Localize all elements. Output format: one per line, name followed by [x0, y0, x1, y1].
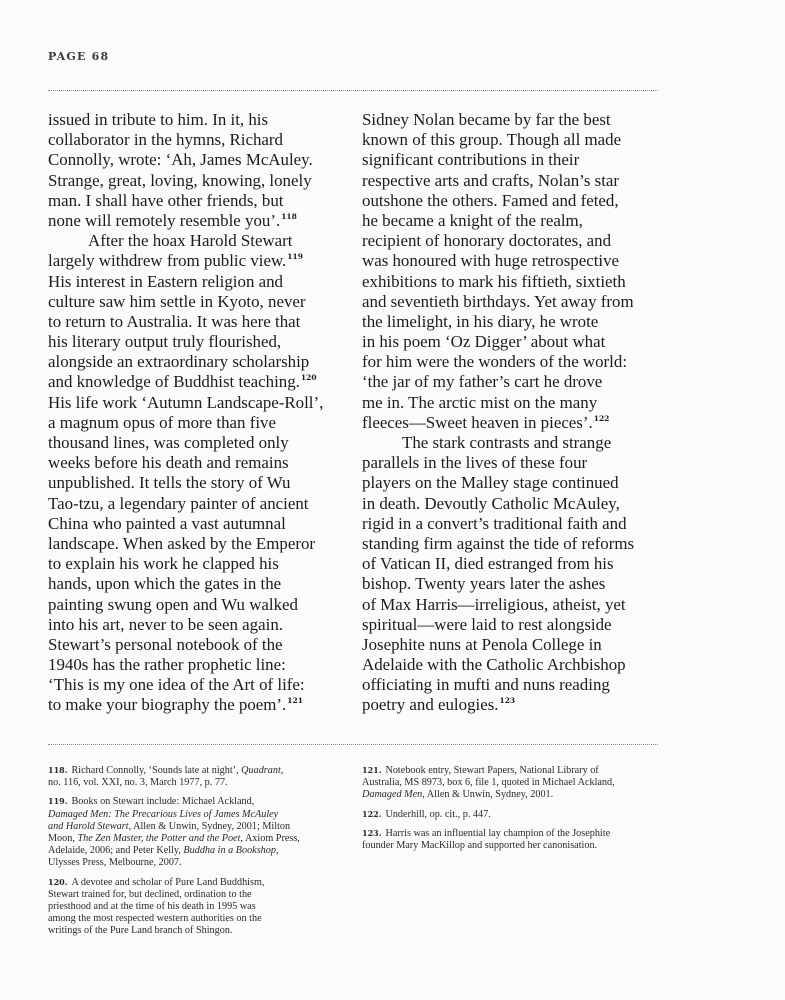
body-text-line [362, 473, 662, 493]
footnote-number: 119. [48, 796, 68, 807]
body-text-line [48, 332, 348, 352]
footnote-text: Notebook entry, Stewart Papers, National Library of [385, 765, 599, 776]
body-text-line [362, 494, 662, 514]
body-text-line [362, 211, 662, 231]
line-text: he became a knight of the realm, [362, 210, 583, 230]
line-text: collaborator in the hymns, Richard [48, 130, 284, 150]
line-text: hands, upon which the gates in the [48, 574, 282, 594]
footnote-line [48, 913, 338, 925]
body-text-line [362, 231, 662, 251]
line-text: Connolly, wrote: ‘Ah, James McAuley. [48, 150, 313, 170]
footnote-text: A devotee and scholar of Pure Land Buddhism, [71, 876, 265, 888]
body-text-line [48, 615, 348, 635]
body-text-line [362, 372, 662, 392]
footnote-text: among the most respected western authorities on the [48, 913, 262, 925]
line-text: to return to Australia. It was here that [48, 311, 301, 331]
footnote-number: 120. [48, 876, 68, 887]
page-number-label: PAGE 68 [48, 50, 110, 63]
body-text-line [48, 393, 348, 413]
footnote-text: Moon, [48, 833, 78, 845]
footnote-text: Books on Stewart include: Michael Ackland, [71, 796, 255, 808]
line-text: His interest in Eastern religion and [48, 271, 284, 291]
footnote-text: Harris was an influential lay champion of the Josephite [385, 827, 611, 839]
body-text-line [362, 514, 662, 534]
line-text: of Max Harris—irreligious, atheist, yet [362, 594, 626, 614]
footnote-text: Underhill, op. cit., p. 447. [385, 808, 491, 820]
body-text-line [362, 332, 662, 352]
line-text: significant contributions in their [362, 150, 580, 170]
body-text-line [362, 655, 662, 675]
body-text-line [48, 595, 348, 615]
footnote-text: Australia, MS 8973, box 6, file 1, quoted in Michael Ackland, [362, 777, 615, 789]
body-text-line [362, 251, 662, 271]
body-text-line [48, 110, 348, 130]
line-text: issued in tribute to him. In it, his [48, 110, 269, 129]
body-text-line [362, 433, 662, 453]
line-text: Adelaide with the Catholic Archbishop [362, 655, 626, 675]
body-text-line [48, 494, 348, 514]
footnotes-column-right [362, 764, 662, 858]
line-text: alongside an extraordinary scholarship [48, 352, 310, 372]
footnote-line [48, 821, 338, 833]
line-text: thousand lines, was completed only [48, 433, 289, 452]
line-text: standing firm against the tide of reforms [362, 533, 635, 553]
footnote-text: , [280, 765, 284, 776]
footnote-line [48, 889, 338, 901]
body-text-line [48, 251, 348, 271]
footnote-line [48, 809, 338, 821]
body-text-line [362, 272, 662, 292]
body-text-line [362, 554, 662, 574]
line-text: in his poem ‘Oz Digger’ about what [362, 332, 606, 352]
footnote-text: , [275, 845, 279, 857]
line-text: into his art, never to be seen again. [48, 614, 283, 634]
footnote [48, 795, 338, 869]
line-text: ‘the jar of my father’s cart he drove [362, 372, 603, 392]
body-text-line [362, 171, 662, 191]
body-text-line [48, 635, 348, 655]
line-text: players on the Malley stage continued [362, 473, 619, 493]
body-text-line [48, 655, 348, 675]
line-text: respective arts and crafts, Nolan’s star [362, 170, 620, 190]
footnote-marker: 121 [287, 696, 303, 706]
line-text: of Vatican II, died estranged from his [362, 554, 614, 574]
footnote-line [48, 876, 338, 889]
footnote-title: The Zen Master, the Potter and the Poet [77, 833, 241, 845]
line-text: Stewart’s personal notebook of the [48, 634, 283, 654]
body-text-line [48, 272, 348, 292]
line-text: The stark contrasts and strange [402, 433, 612, 452]
line-text: for him were the wonders of the world: [362, 352, 628, 372]
body-text-line [48, 675, 348, 695]
footnote-marker: 120 [300, 373, 317, 383]
footnote-number: 121. [362, 765, 382, 775]
footnote-marker: 123 [499, 696, 516, 706]
footnote-line [48, 795, 338, 808]
line-text: known of this group. Though all made [362, 130, 622, 150]
header-divider [48, 90, 658, 91]
body-text-line [362, 130, 662, 150]
footnote-marker: 118 [281, 211, 297, 221]
footnote-number: 122. [362, 808, 382, 819]
line-text: and knowledge of Buddhist teaching. [48, 372, 300, 392]
body-text-line [48, 292, 348, 312]
line-text: painting swung open and Wu walked [48, 594, 298, 614]
footnote-line [362, 777, 662, 789]
line-text: largely withdrew from public view. [48, 251, 287, 271]
body-text-line [362, 150, 662, 170]
line-text: was honoured with huge retrospective [362, 251, 620, 271]
line-text: Tao-tzu, a legendary painter of ancient [48, 493, 309, 513]
body-text-line [48, 413, 348, 433]
footnote-title: Damaged Men: The Precarious Lives of James McAuley [48, 808, 279, 820]
footnote-text: Richard Connolly, ‘Sounds late at night’, [71, 765, 242, 776]
footnote-line [48, 833, 338, 845]
body-text-line [362, 534, 662, 554]
body-text-line [48, 150, 348, 170]
body-text-line [48, 473, 348, 493]
body-text-line [362, 393, 662, 413]
line-text: Josephite nuns at Penola College in [362, 634, 602, 654]
line-text: culture saw him settle in Kyoto, never [48, 291, 306, 311]
body-text-line [48, 191, 348, 211]
footnote [362, 764, 662, 802]
line-text: ‘This is my one idea of the Art of life: [48, 675, 305, 695]
body-text-line [48, 231, 348, 251]
body-text-line [48, 695, 348, 715]
footnote-divider [48, 744, 658, 745]
body-text-line [362, 574, 662, 594]
line-text: bishop. Twenty years later the ashes [362, 574, 606, 594]
line-text: fleeces—Sweet heaven in pieces’. [362, 412, 593, 432]
footnote-line [48, 857, 338, 869]
line-text: to make your biography the poem’. [48, 695, 287, 715]
footnote [48, 764, 338, 789]
body-text-line [48, 312, 348, 332]
body-text-line [48, 130, 348, 150]
line-text: parallels in the lives of these four [362, 453, 588, 473]
line-text: recipient of honorary doctorates, and [362, 231, 612, 251]
footnote-title: Buddha in a Bookshop [183, 845, 276, 857]
footnote-line [48, 845, 338, 857]
line-text: man. I shall have other friends, but [48, 190, 284, 210]
line-text: unpublished. It tells the story of Wu [48, 473, 291, 493]
line-text: spiritual—were laid to rest alongside [362, 614, 612, 634]
footnote-line [362, 827, 662, 840]
line-text: exhibitions to mark his fiftieth, sixtieth [362, 271, 626, 291]
body-text-line [48, 574, 348, 594]
body-text-line [362, 453, 662, 473]
body-text-line [48, 453, 348, 473]
line-text: landscape. When asked by the Emperor [48, 533, 316, 553]
line-text: and seventieth birthdays. Yet away from [362, 291, 634, 311]
line-text: Sidney Nolan became by far the best [362, 110, 611, 129]
line-text: in death. Devoutly Catholic McAuley, [362, 493, 620, 513]
body-text-line [362, 695, 662, 715]
line-text: outshone the others. Famed and feted, [362, 190, 619, 210]
line-text: rigid in a convert’s traditional faith and [362, 513, 627, 533]
footnote-line [48, 764, 338, 777]
line-text: After the hoax Harold Stewart [88, 231, 293, 251]
body-text-line [362, 352, 662, 372]
body-text-line [362, 615, 662, 635]
body-text-line [48, 433, 348, 453]
body-text-line [48, 372, 348, 392]
footnote-line [362, 840, 662, 852]
body-text-line [362, 110, 662, 130]
footnote-line [48, 925, 338, 937]
footnote-text: no. 116, vol. XXI, no. 3, March 1977, p. 77. [48, 777, 228, 789]
footnote-text: , Allen & Unwin, Sydney, 2001. [422, 789, 554, 801]
footnote [48, 876, 338, 938]
footnote-text: founder Mary MacKillop and supported her canonisation. [362, 840, 598, 852]
footnote-line [48, 777, 338, 789]
footnote-text: writings of the Pure Land branch of Shingon. [48, 925, 233, 937]
footnote-text: Adelaide, 2006; and Peter Kelly, [48, 845, 184, 857]
footnote-title: Quadrant [241, 765, 281, 776]
footnote-marker: 122 [593, 413, 610, 423]
footnote-title: and Harold Stewart [48, 820, 129, 832]
footnote-text: , Allen & Unwin, Sydney, 2001; Milton [128, 820, 291, 832]
line-text: weeks before his death and remains [48, 453, 289, 473]
body-column-left [48, 110, 348, 716]
footnote-line [362, 808, 662, 821]
footnote-line [362, 764, 662, 777]
line-text: none will remotely resemble you’. [48, 210, 281, 230]
line-text: 1940s has the rather prophetic line: [48, 655, 286, 675]
footnote-number: 118. [48, 765, 68, 775]
footnote-number: 123. [362, 827, 382, 838]
body-text-line [362, 635, 662, 655]
body-text-line [362, 292, 662, 312]
footnote-text: Stewart trained for, but declined, ordination to the [48, 888, 252, 900]
line-text: officiating in mufti and nuns reading [362, 675, 610, 695]
body-text-line [48, 534, 348, 554]
line-text: China who painted a vast autumnal [48, 513, 286, 533]
body-text-line [48, 352, 348, 372]
line-text: His life work ‘Autumn Landscape-Roll’, [48, 392, 324, 412]
line-text: a magnum opus of more than five [48, 412, 276, 432]
body-text-line [48, 211, 348, 231]
footnotes-column-left [48, 764, 338, 944]
footnote-title: Damaged Men [362, 789, 423, 801]
body-text-line [362, 595, 662, 615]
line-text: poetry and eulogies. [362, 695, 499, 715]
footnote [362, 808, 662, 821]
body-text-line [362, 312, 662, 332]
footnote-line [48, 901, 338, 913]
footnote-text: priesthood and at the time of his death in 1995 was [48, 901, 256, 913]
line-text: Strange, great, loving, knowing, lonely [48, 170, 312, 190]
footnote-line [362, 789, 662, 801]
body-column-right [362, 110, 662, 716]
line-text: his literary output truly flourished, [48, 332, 282, 352]
body-text-line [362, 413, 662, 433]
body-text-line [362, 675, 662, 695]
body-text-line [48, 514, 348, 534]
footnote-marker: 119 [287, 252, 303, 262]
body-text-line [48, 554, 348, 574]
line-text: the limelight, in his diary, he wrote [362, 311, 599, 331]
footnote [362, 827, 662, 852]
footnote-text: Ulysses Press, Melbourne, 2007. [48, 857, 182, 869]
line-text: to explain his work he clapped his [48, 554, 279, 574]
footnote-text: , Axiom Press, [240, 833, 300, 845]
body-text-line [362, 191, 662, 211]
line-text: me in. The arctic mist on the many [362, 392, 598, 412]
body-text-line [48, 171, 348, 191]
